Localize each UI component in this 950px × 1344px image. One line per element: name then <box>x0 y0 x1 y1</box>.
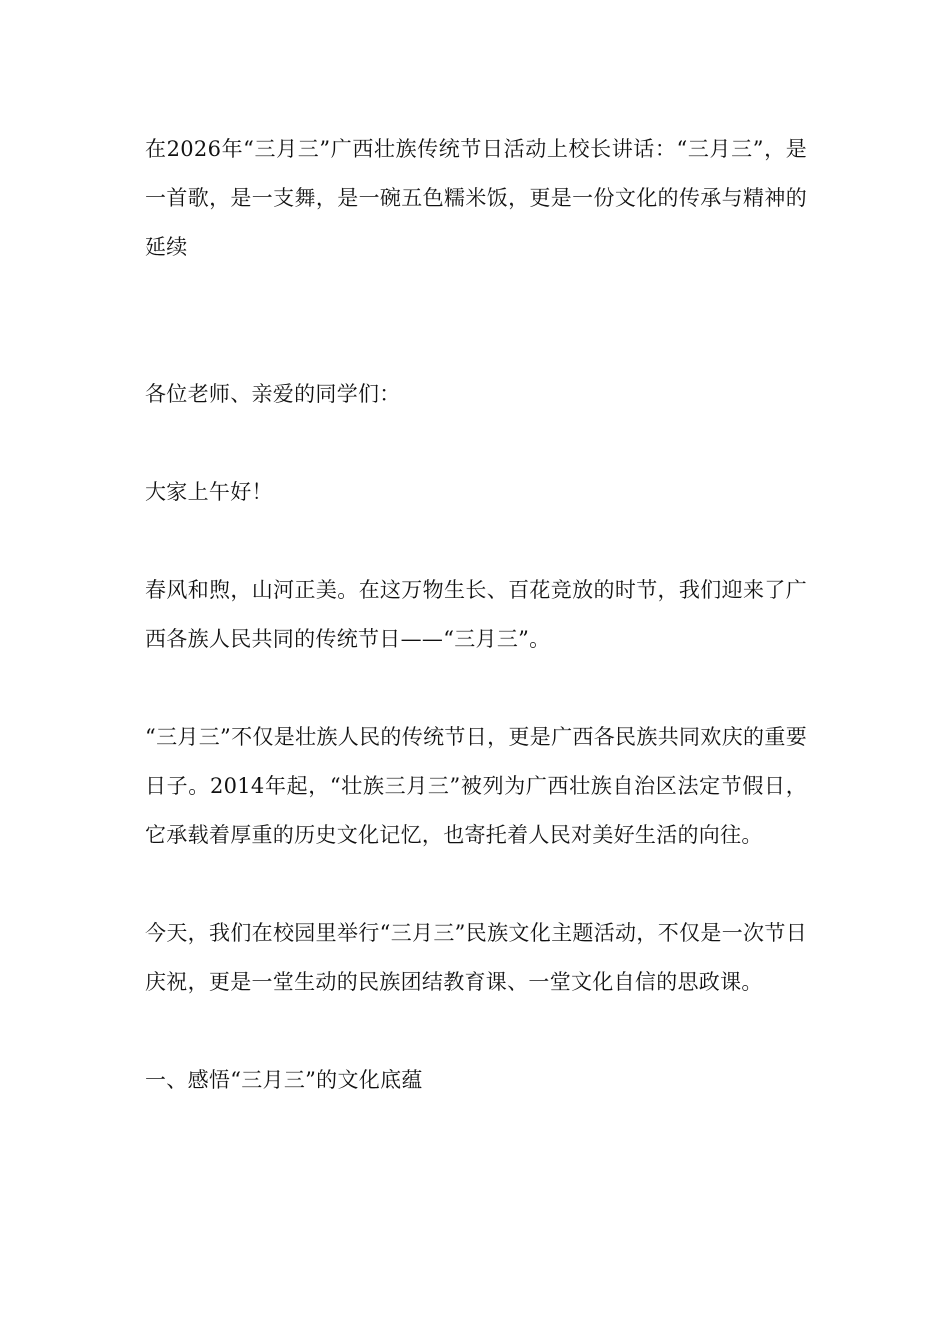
spacer <box>145 517 807 566</box>
section-heading: 一、感悟“三月三”的文化底蕴 <box>145 1068 423 1092</box>
spacer <box>145 664 807 713</box>
document-body <box>145 125 807 1105</box>
spacer <box>145 272 807 370</box>
document-title: 在2026年“三月三”广西壮族传统节日活动上校长讲话：“三月三”，是一首歌，是一支舞，是一碗五色糯米饭，更是一份文化的传承与精神的延续 <box>145 137 807 259</box>
salutation: 各位老师、亲爱的同学们： <box>145 382 401 406</box>
spacer <box>145 1007 807 1056</box>
spacer <box>145 419 807 468</box>
paragraph-1: 春风和煦，山河正美。在这万物生长、百花竞放的时节，我们迎来了广西各族人民共同的传统节日——“三月三”。 <box>145 578 807 651</box>
paragraph-2: “三月三”不仅是壮族人民的传统节日，更是广西各民族共同欢庆的重要日子。2014年起，“壮族三月三”被列为广西壮族自治区法定节假日，它承载着厚重的历史文化记忆，也寄托着人民对美好生活的向往。 <box>145 725 807 847</box>
paragraph-3: 今天，我们在校园里举行“三月三”民族文化主题活动，不仅是一次节日庆祝，更是一堂生动的民族团结教育课、一堂文化自信的思政课。 <box>145 921 807 994</box>
spacer <box>145 860 807 909</box>
greeting: 大家上午好！ <box>145 480 273 504</box>
